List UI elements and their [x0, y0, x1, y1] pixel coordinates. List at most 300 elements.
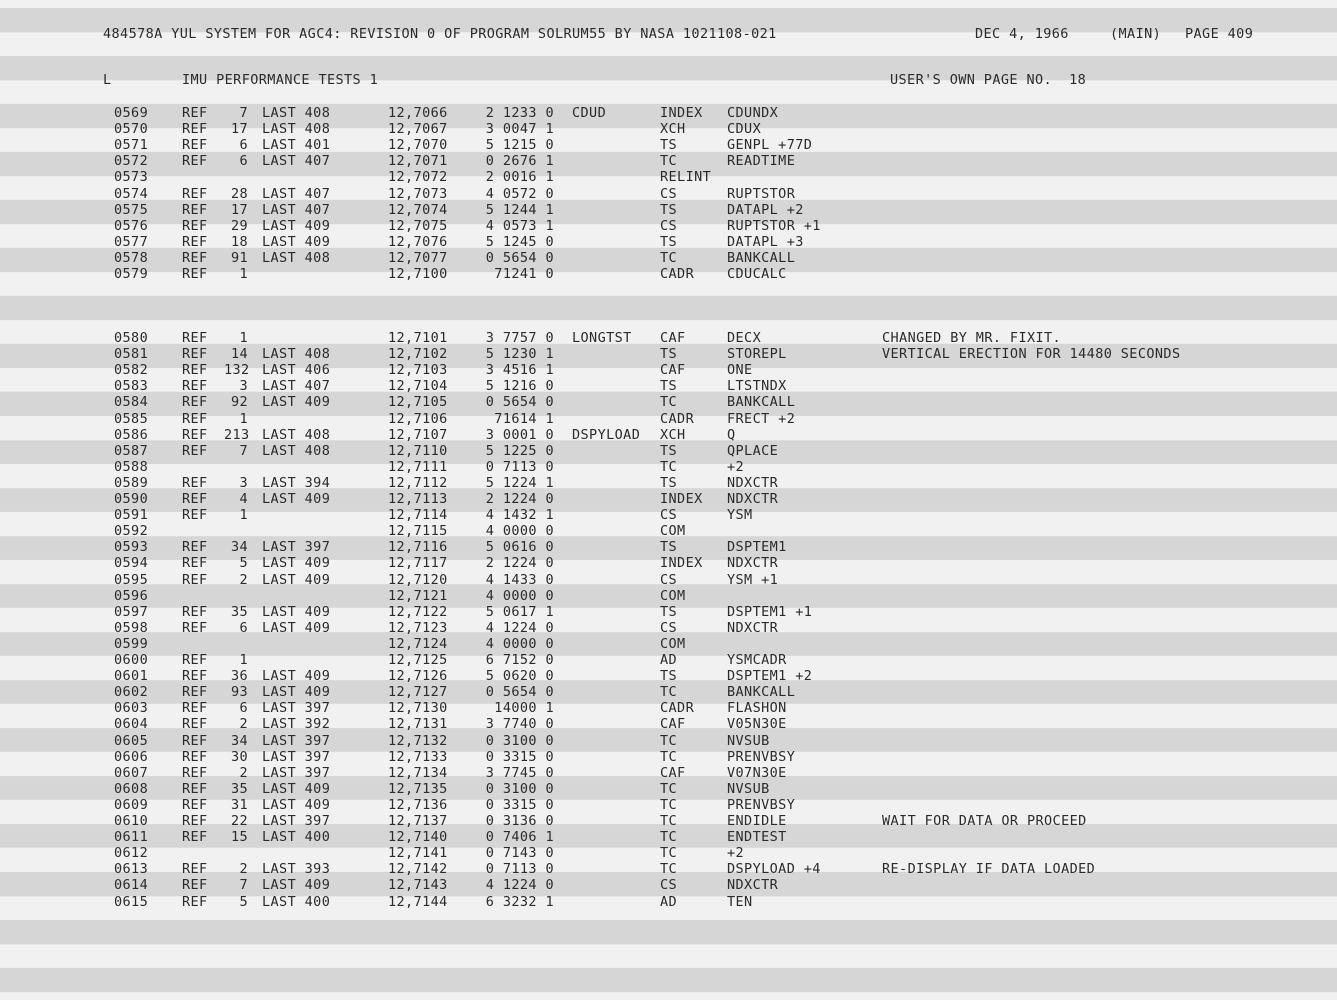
cell-last: LAST 408 — [262, 249, 331, 266]
cell-code: 6 3232 1 — [485, 893, 554, 910]
cell-code: 0 7143 0 — [485, 845, 554, 862]
cell-last: LAST 393 — [262, 861, 331, 878]
cell-addr: 12,7105 — [388, 394, 448, 411]
cell-last: LAST 409 — [262, 491, 331, 507]
cell-addr: 12,7111 — [388, 458, 448, 475]
cell-line: 0584 — [114, 394, 149, 411]
cell-line: 0612 — [114, 845, 149, 862]
cell-operand: YSMCADR — [727, 652, 787, 668]
cell-addr: 12,7115 — [388, 523, 448, 540]
cell-addr: 12,7144 — [388, 893, 448, 910]
cell-code: 4 0573 1 — [485, 217, 554, 234]
cell-code: 4 0000 0 — [485, 635, 554, 652]
cell-addr: 12,7114 — [388, 507, 448, 524]
cell-n: 5 — [239, 893, 248, 910]
cell-n: 7 — [239, 442, 248, 459]
cell-op: TC — [660, 780, 678, 797]
cell-op: TC — [660, 813, 678, 829]
cell-code: 2 1224 0 — [485, 491, 554, 507]
cell-line: 0601 — [114, 668, 149, 685]
cell-n: 92 — [230, 394, 248, 411]
cell-addr: 12,7106 — [388, 410, 448, 427]
cell-last: LAST 408 — [262, 426, 331, 443]
cell-addr: 12,7100 — [388, 266, 448, 282]
cell-operand: NDXCTR — [727, 619, 779, 636]
cell-n: 6 — [239, 619, 248, 636]
cell-n: 18 — [230, 233, 248, 250]
cell-op: TC — [660, 829, 678, 846]
cell-line: 0600 — [114, 652, 149, 668]
cell-last: LAST 408 — [262, 442, 331, 459]
cell-op: TC — [660, 458, 678, 475]
cell-line: 0603 — [114, 700, 149, 717]
cell-line: 0602 — [114, 684, 149, 701]
cell-ref: REF — [182, 217, 208, 234]
cell-n: 29 — [230, 217, 248, 234]
cell-code: 0 7113 0 — [485, 458, 554, 475]
cell-n: 5 — [239, 555, 248, 572]
cell-line: 0572 — [114, 153, 149, 170]
cell-last: LAST 409 — [262, 877, 331, 894]
cell-operand: PRENVBSY — [727, 748, 796, 765]
cell-comment: CHANGED BY MR. FIXIT. — [882, 330, 1062, 346]
cell-operand: RUPTSTOR +1 — [727, 217, 821, 234]
cell-ref: REF — [182, 700, 208, 717]
cell-ref: REF — [182, 394, 208, 411]
cell-code: 0 7406 1 — [485, 829, 554, 846]
cell-last: LAST 407 — [262, 185, 331, 202]
cell-ref: REF — [182, 201, 208, 218]
cell-op: AD — [660, 652, 678, 668]
cell-last: LAST 401 — [262, 137, 331, 154]
cell-n: 22 — [230, 813, 248, 829]
cell-n: 28 — [230, 185, 248, 202]
cell-line: 0613 — [114, 861, 149, 878]
cell-code: 5 0616 0 — [485, 539, 554, 556]
cell-n: 15 — [230, 829, 248, 846]
cell-ref: REF — [182, 684, 208, 701]
cell-op: INDEX — [660, 491, 703, 507]
cell-operand: ENDTEST — [727, 829, 787, 846]
cell-line: 0588 — [114, 458, 149, 475]
cell-code: 2 1224 0 — [485, 555, 554, 572]
cell-operand: READTIME — [727, 153, 796, 170]
cell-operand: NDXCTR — [727, 877, 779, 894]
cell-op: TS — [660, 668, 678, 685]
cell-n: 31 — [230, 796, 248, 813]
cell-n: 6 — [239, 700, 248, 717]
cell-ref: REF — [182, 346, 208, 363]
cell-n: 4 — [239, 491, 248, 507]
cell-line: 0587 — [114, 442, 149, 459]
cell-code: 5 1244 1 — [485, 201, 554, 218]
cell-op: TS — [660, 201, 678, 218]
cell-code: 5 0617 1 — [485, 603, 554, 620]
cell-line: 0605 — [114, 732, 149, 749]
cell-line: 0575 — [114, 201, 149, 218]
cell-ref: REF — [182, 796, 208, 813]
cell-op: CAF — [660, 764, 686, 781]
cell-n: 36 — [230, 668, 248, 685]
cell-label: DSPYLOAD — [572, 426, 641, 443]
cell-operand: LTSTNDX — [727, 378, 787, 395]
cell-operand: DSPYLOAD +4 — [727, 861, 821, 878]
section-title: IMU PERFORMANCE TESTS 1 — [182, 72, 379, 88]
cell-n: 213 — [224, 426, 250, 443]
cell-code: 3 4516 1 — [485, 362, 554, 379]
cell-operand: Q — [727, 426, 736, 443]
section-type: L — [103, 72, 112, 88]
cell-code: 3 0047 1 — [485, 121, 554, 138]
cell-last: LAST 397 — [262, 732, 331, 749]
cell-code: 0 3100 0 — [485, 780, 554, 797]
cell-operand: DECX — [727, 330, 762, 346]
cell-op: RELINT — [660, 169, 712, 186]
cell-line: 0608 — [114, 780, 149, 797]
cell-last: LAST 397 — [262, 764, 331, 781]
cell-line: 0611 — [114, 829, 149, 846]
cell-op: TS — [660, 137, 678, 154]
cell-last: LAST 400 — [262, 893, 331, 910]
cell-addr: 12,7132 — [388, 732, 448, 749]
cell-n: 6 — [239, 153, 248, 170]
cell-op: XCH — [660, 121, 686, 138]
cell-code: 4 1433 0 — [485, 571, 554, 588]
cell-n: 93 — [230, 684, 248, 701]
cell-ref: REF — [182, 185, 208, 202]
cell-code: 3 0001 0 — [485, 426, 554, 443]
cell-code: 4 0000 0 — [485, 523, 554, 540]
cell-op: CAF — [660, 716, 686, 733]
cell-op: TS — [660, 378, 678, 395]
cell-operand: DATAPL +3 — [727, 233, 804, 250]
cell-n: 14 — [230, 346, 248, 363]
cell-line: 0598 — [114, 619, 149, 636]
cell-line: 0606 — [114, 748, 149, 765]
cell-ref: REF — [182, 153, 208, 170]
cell-code: 2 1233 0 — [485, 105, 554, 121]
cell-addr: 12,7073 — [388, 185, 448, 202]
cell-operand: NDXCTR — [727, 491, 779, 507]
cell-operand: FRECT +2 — [727, 410, 796, 427]
cell-n: 7 — [239, 105, 248, 121]
cell-operand: FLASHON — [727, 700, 787, 717]
cell-op: TC — [660, 861, 678, 878]
cell-n: 17 — [230, 201, 248, 218]
cell-ref: REF — [182, 619, 208, 636]
cell-operand: ONE — [727, 362, 753, 379]
cell-line: 0569 — [114, 105, 149, 121]
cell-addr: 12,7124 — [388, 635, 448, 652]
cell-n: 6 — [239, 137, 248, 154]
cell-operand: DSPTEM1 — [727, 539, 787, 556]
cell-last: LAST 397 — [262, 539, 331, 556]
cell-last: LAST 397 — [262, 748, 331, 765]
cell-op: TC — [660, 394, 678, 411]
cell-line: 0596 — [114, 587, 149, 604]
cell-addr: 12,7072 — [388, 169, 448, 186]
cell-op: TC — [660, 796, 678, 813]
cell-addr: 12,7140 — [388, 829, 448, 846]
cell-ref: REF — [182, 829, 208, 846]
cell-last: LAST 409 — [262, 571, 331, 588]
cell-n: 2 — [239, 764, 248, 781]
cell-last: LAST 400 — [262, 829, 331, 846]
cell-last: LAST 397 — [262, 813, 331, 829]
cell-ref: REF — [182, 507, 208, 524]
cell-ref: REF — [182, 716, 208, 733]
cell-op: AD — [660, 893, 678, 910]
cell-last: LAST 407 — [262, 378, 331, 395]
cell-op: CS — [660, 877, 678, 894]
cell-line: 0579 — [114, 266, 149, 282]
cell-op: CS — [660, 185, 678, 202]
cell-addr: 12,7074 — [388, 201, 448, 218]
cell-addr: 12,7142 — [388, 861, 448, 878]
cell-n: 2 — [239, 571, 248, 588]
cell-addr: 12,7070 — [388, 137, 448, 154]
cell-comment: VERTICAL ERECTION FOR 14480 SECONDS — [882, 346, 1181, 363]
cell-last: LAST 394 — [262, 474, 331, 491]
cell-addr: 12,7075 — [388, 217, 448, 234]
cell-ref: REF — [182, 474, 208, 491]
cell-op: TC — [660, 845, 678, 862]
cell-code: 0 5654 0 — [485, 684, 554, 701]
cell-last: LAST 407 — [262, 153, 331, 170]
cell-ref: REF — [182, 105, 208, 121]
page-header — [0, 26, 1254, 42]
cell-n: 34 — [230, 732, 248, 749]
cell-operand: NVSUB — [727, 732, 770, 749]
cell-line: 0615 — [114, 893, 149, 910]
cell-n: 2 — [239, 716, 248, 733]
cell-operand: NDXCTR — [727, 555, 779, 572]
cell-n: 132 — [224, 362, 250, 379]
cell-op: TC — [660, 249, 678, 266]
cell-op: CS — [660, 507, 678, 524]
cell-operand: +2 — [727, 845, 745, 862]
cell-ref: REF — [182, 249, 208, 266]
cell-operand: BANKCALL — [727, 394, 796, 411]
cell-operand: DSPTEM1 +1 — [727, 603, 813, 620]
cell-last: LAST 397 — [262, 700, 331, 717]
cell-operand: YSM +1 — [727, 571, 779, 588]
cell-last: LAST 409 — [262, 796, 331, 813]
cell-addr: 12,7122 — [388, 603, 448, 620]
cell-code: 3 7745 0 — [485, 764, 554, 781]
cell-op: CADR — [660, 700, 695, 717]
cell-code: 71614 1 — [494, 410, 554, 427]
cell-code: 6 7152 0 — [485, 652, 554, 668]
cell-addr: 12,7120 — [388, 571, 448, 588]
cell-addr: 12,7116 — [388, 539, 448, 556]
cell-comment: RE-DISPLAY IF DATA LOADED — [882, 861, 1096, 878]
cell-addr: 12,7077 — [388, 249, 448, 266]
cell-n: 35 — [230, 780, 248, 797]
cell-op: TS — [660, 233, 678, 250]
cell-addr: 12,7102 — [388, 346, 448, 363]
cell-operand: DATAPL +2 — [727, 201, 804, 218]
cell-op: COM — [660, 523, 686, 540]
cell-operand: V05N30E — [727, 716, 787, 733]
cell-op: CADR — [660, 266, 695, 282]
cell-op: TS — [660, 346, 678, 363]
cell-addr: 12,7071 — [388, 153, 448, 170]
cell-addr: 12,7113 — [388, 491, 448, 507]
cell-op: CAF — [660, 362, 686, 379]
cell-operand: STOREPL — [727, 346, 787, 363]
cell-operand: TEN — [727, 893, 753, 910]
cell-code: 0 2676 1 — [485, 153, 554, 170]
cell-line: 0570 — [114, 121, 149, 138]
cell-line: 0614 — [114, 877, 149, 894]
cell-n: 91 — [230, 249, 248, 266]
cell-code: 5 1215 0 — [485, 137, 554, 154]
header-title: 484578A YUL SYSTEM FOR AGC4: REVISION 0 OF PROGRAM SOLRUM55 BY NASA 1021108-021 — [103, 26, 777, 42]
cell-ref: REF — [182, 813, 208, 829]
cell-line: 0591 — [114, 507, 149, 524]
cell-op: XCH — [660, 426, 686, 443]
cell-code: 0 5654 0 — [485, 394, 554, 411]
cell-line: 0573 — [114, 169, 149, 186]
cell-code: 5 1216 0 — [485, 378, 554, 395]
cell-op: COM — [660, 635, 686, 652]
cell-operand: BANKCALL — [727, 684, 796, 701]
cell-line: 0577 — [114, 233, 149, 250]
cell-code: 3 7757 0 — [485, 330, 554, 346]
cell-addr: 12,7125 — [388, 652, 448, 668]
cell-op: CS — [660, 619, 678, 636]
cell-op: CS — [660, 571, 678, 588]
cell-n: 17 — [230, 121, 248, 138]
cell-addr: 12,7107 — [388, 426, 448, 443]
cell-addr: 12,7066 — [388, 105, 448, 121]
cell-n: 7 — [239, 877, 248, 894]
cell-operand: CDUNDX — [727, 105, 779, 121]
cell-line: 0590 — [114, 491, 149, 507]
cell-ref: REF — [182, 780, 208, 797]
cell-addr: 12,7101 — [388, 330, 448, 346]
cell-line: 0592 — [114, 523, 149, 540]
cell-ref: REF — [182, 442, 208, 459]
cell-n: 1 — [239, 266, 248, 282]
cell-operand: BANKCALL — [727, 249, 796, 266]
cell-op: TS — [660, 474, 678, 491]
cell-op: INDEX — [660, 105, 703, 121]
cell-ref: REF — [182, 233, 208, 250]
cell-op: TC — [660, 748, 678, 765]
cell-addr: 12,7110 — [388, 442, 448, 459]
cell-ref: REF — [182, 121, 208, 138]
cell-last: LAST 409 — [262, 233, 331, 250]
cell-label: LONGTST — [572, 330, 632, 346]
cell-addr: 12,7067 — [388, 121, 448, 138]
cell-operand: DSPTEM1 +2 — [727, 668, 813, 685]
header-date: DEC 4, 1966 — [975, 26, 1069, 42]
cell-operand: CDUX — [727, 121, 762, 138]
cell-op: INDEX — [660, 555, 703, 572]
cell-line: 0604 — [114, 716, 149, 733]
cell-op: CADR — [660, 410, 695, 427]
cell-addr: 12,7133 — [388, 748, 448, 765]
cell-code: 4 1224 0 — [485, 877, 554, 894]
cell-code: 5 0620 0 — [485, 668, 554, 685]
cell-op: CS — [660, 217, 678, 234]
cell-op: CAF — [660, 330, 686, 346]
cell-op: COM — [660, 587, 686, 604]
cell-last: LAST 409 — [262, 619, 331, 636]
cell-code: 4 1432 1 — [485, 507, 554, 524]
cell-addr: 12,7076 — [388, 233, 448, 250]
cell-addr: 12,7135 — [388, 780, 448, 797]
cell-line: 0586 — [114, 426, 149, 443]
cell-addr: 12,7134 — [388, 764, 448, 781]
cell-op: TC — [660, 732, 678, 749]
cell-addr: 12,7123 — [388, 619, 448, 636]
cell-code: 3 7740 0 — [485, 716, 554, 733]
cell-operand: V07N30E — [727, 764, 787, 781]
cell-last: LAST 407 — [262, 201, 331, 218]
cell-ref: REF — [182, 748, 208, 765]
cell-last: LAST 406 — [262, 362, 331, 379]
cell-n: 34 — [230, 539, 248, 556]
cell-operand: YSM — [727, 507, 753, 524]
cell-ref: REF — [182, 330, 208, 346]
cell-operand: ENDIDLE — [727, 813, 787, 829]
cell-code: 0 3100 0 — [485, 732, 554, 749]
cell-operand: CDUCALC — [727, 266, 787, 282]
cell-addr: 12,7127 — [388, 684, 448, 701]
cell-addr: 12,7126 — [388, 668, 448, 685]
cell-last: LAST 409 — [262, 603, 331, 620]
section-header — [0, 72, 1087, 88]
cell-code: 4 0572 0 — [485, 185, 554, 202]
cell-addr: 12,7131 — [388, 716, 448, 733]
cell-code: 5 1245 0 — [485, 233, 554, 250]
cell-code: 0 3136 0 — [485, 813, 554, 829]
cell-code: 0 5654 0 — [485, 249, 554, 266]
cell-ref: REF — [182, 877, 208, 894]
cell-addr: 12,7117 — [388, 555, 448, 572]
cell-line: 0593 — [114, 539, 149, 556]
cell-n: 1 — [239, 330, 248, 346]
cell-addr: 12,7141 — [388, 845, 448, 862]
cell-line: 0574 — [114, 185, 149, 202]
cell-ref: REF — [182, 668, 208, 685]
cell-operand: RUPTSTOR — [727, 185, 796, 202]
cell-code: 14000 1 — [494, 700, 554, 717]
cell-ref: REF — [182, 893, 208, 910]
cell-code: 0 3315 0 — [485, 748, 554, 765]
cell-n: 1 — [239, 652, 248, 668]
cell-ref: REF — [182, 732, 208, 749]
cell-addr: 12,7136 — [388, 796, 448, 813]
cell-line: 0576 — [114, 217, 149, 234]
cell-last: LAST 392 — [262, 716, 331, 733]
cell-line: 0571 — [114, 137, 149, 154]
cell-ref: REF — [182, 137, 208, 154]
cell-line: 0583 — [114, 378, 149, 395]
cell-addr: 12,7104 — [388, 378, 448, 395]
cell-label: CDUD — [572, 105, 607, 121]
cell-line: 0597 — [114, 603, 149, 620]
cell-ref: REF — [182, 410, 208, 427]
cell-ref: REF — [182, 266, 208, 282]
cell-n: 35 — [230, 603, 248, 620]
cell-addr: 12,7143 — [388, 877, 448, 894]
user-page-number: USER'S OWN PAGE NO. 18 — [890, 72, 1087, 88]
header-section: (MAIN) — [1110, 26, 1162, 42]
